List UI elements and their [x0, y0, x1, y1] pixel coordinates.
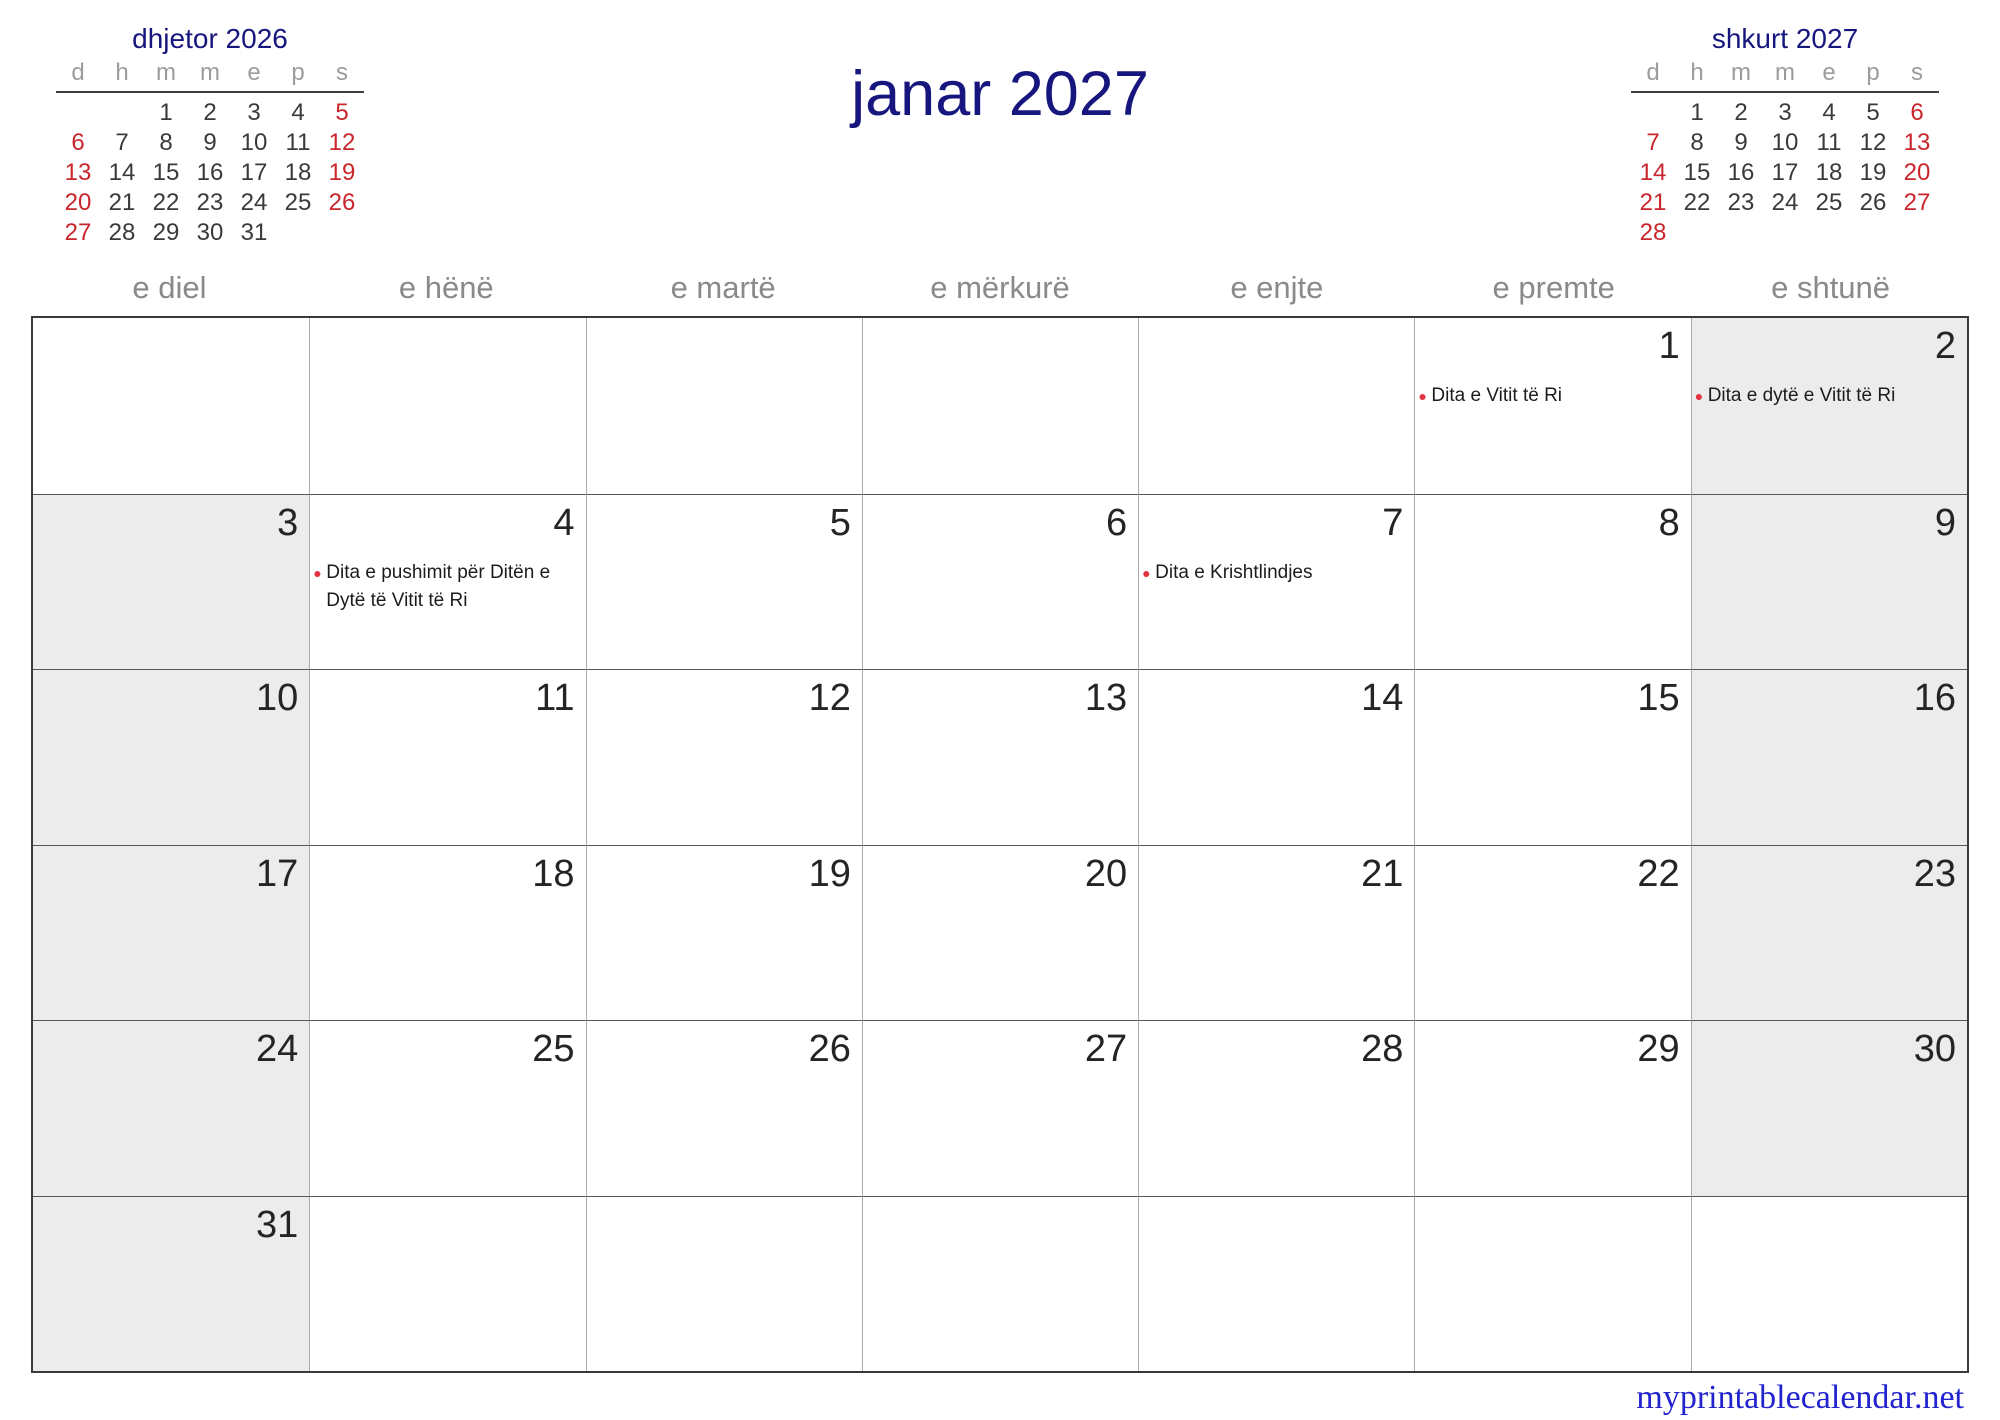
day-number: 28: [1361, 1028, 1404, 1070]
day-number: 31: [256, 1203, 299, 1246]
holiday-bullet-icon: ●: [1142, 564, 1151, 581]
day-cell-21: [1138, 845, 1414, 1021]
mini-weekday-letter: d: [1646, 59, 1660, 86]
mini-day: 13: [1903, 129, 1931, 156]
mini-day: 27: [1903, 189, 1931, 216]
mini-weekday-letter: d: [71, 59, 85, 86]
day-number: 5: [829, 501, 851, 544]
day-number: 24: [256, 1028, 299, 1070]
mini-day: 9: [1734, 129, 1748, 156]
day-cell-empty: [309, 1196, 585, 1372]
day-number: 21: [1361, 852, 1404, 895]
mini-day: 12: [328, 129, 356, 156]
mini-weekday-row: [1631, 58, 1939, 93]
day-cell-17: [33, 845, 309, 1021]
day-cell-26: [586, 1020, 862, 1196]
mini-day: 25: [1815, 189, 1843, 216]
day-number: 19: [808, 852, 851, 895]
mini-day-empty: [1675, 218, 1719, 248]
day-cell-30: [1691, 1020, 1967, 1196]
day-cell-7: [1138, 494, 1414, 670]
mini-weekday-letter: h: [115, 59, 129, 86]
weekday-header-friday: e premte: [1492, 270, 1615, 305]
mini-day: 10: [240, 129, 268, 156]
mini-day: 8: [1690, 129, 1704, 156]
mini-day: 22: [1683, 189, 1711, 216]
mini-day: 17: [240, 159, 268, 186]
day-number: 16: [1913, 677, 1956, 719]
mini-day: 28: [108, 219, 136, 246]
holiday-label: ● Dita e pushimit për Ditën e Dytë të Vitit të Ri: [310, 559, 585, 615]
weekday-header-thursday: e enjte: [1230, 270, 1324, 305]
mini-day: 18: [1815, 159, 1843, 186]
day-cell-empty: [862, 318, 1138, 494]
mini-weekday-letter: p: [291, 59, 305, 86]
mini-day: 19: [1859, 159, 1887, 186]
mini-day: 8: [159, 129, 173, 156]
mini-day: 26: [1859, 189, 1887, 216]
mini-day: 4: [291, 99, 305, 126]
mini-day: 19: [328, 159, 356, 186]
holiday-bullet-icon: ●: [1694, 388, 1704, 404]
day-number: 1: [1658, 325, 1680, 367]
mini-day: 11: [285, 129, 311, 156]
day-cell-15: [1414, 669, 1690, 845]
mini-day: 14: [108, 159, 136, 186]
day-number: 13: [1084, 677, 1128, 719]
mini-day: 23: [196, 189, 224, 216]
day-cell-10: [33, 669, 309, 845]
mini-day: 26: [328, 189, 356, 216]
mini-weekday-letter: m: [200, 59, 220, 86]
day-cell-24: [33, 1020, 309, 1196]
mini-cal-title: dhjetor 2026: [132, 23, 288, 54]
mini-day-empty: [1851, 218, 1895, 248]
day-cell-empty: [33, 318, 309, 494]
holiday-label: ● Dita e dytë e Vitit të Ri: [1692, 382, 1967, 410]
mini-cal-title: shkurt 2027: [1711, 23, 1859, 54]
day-number: 9: [1934, 501, 1956, 544]
mini-weekday-letter: h: [1690, 59, 1704, 86]
day-cell-empty: [1138, 318, 1414, 494]
mini-weekday-letter: s: [336, 59, 348, 86]
weekday-header-tuesday: e martë: [670, 270, 776, 305]
weekday-header-wednesday: e mërkurë: [930, 270, 1070, 305]
day-cell-23: [1691, 845, 1967, 1021]
holiday-bullet-icon: ●: [313, 564, 322, 581]
day-number: 4: [553, 501, 575, 544]
mini-day: 3: [247, 99, 261, 126]
mini-day: 25: [284, 189, 312, 216]
mini-day: 5: [335, 99, 349, 126]
day-cell-31: [33, 1196, 309, 1372]
day-number: 11: [535, 677, 575, 719]
mini-weekday-letter: m: [1731, 59, 1751, 86]
day-cell-2: [1691, 318, 1967, 494]
day-cell-25: [309, 1020, 585, 1196]
day-cell-13: [862, 669, 1138, 845]
mini-weekday-letter: m: [156, 59, 176, 86]
mini-day: 18: [284, 159, 312, 186]
day-number: 14: [1361, 677, 1404, 719]
day-number: 6: [1106, 501, 1128, 544]
day-cell-empty: [1691, 1196, 1967, 1372]
mini-day-empty: [1807, 218, 1851, 248]
day-cell-3: [33, 494, 309, 670]
day-cell-empty: [586, 1196, 862, 1372]
mini-day: 6: [71, 129, 85, 156]
day-number: 29: [1637, 1028, 1680, 1070]
day-cell-27: [862, 1020, 1138, 1196]
mini-day: 16: [196, 159, 224, 186]
mini-day-empty: [320, 218, 364, 248]
mini-day: 2: [203, 99, 217, 126]
mini-day-empty: [276, 218, 320, 248]
day-number: 18: [532, 852, 575, 895]
mini-weekday-letter: s: [1911, 59, 1923, 86]
mini-day: 13: [64, 159, 92, 186]
mini-weekday-letter: m: [1775, 59, 1795, 86]
day-cell-empty: [309, 318, 585, 494]
day-number: 17: [256, 852, 299, 895]
mini-day: 3: [1778, 99, 1792, 126]
mini-day: 21: [108, 189, 136, 216]
page-title: janar 2027: [851, 59, 1149, 129]
mini-day: 21: [1639, 189, 1667, 216]
day-cell-empty: [1138, 1196, 1414, 1372]
mini-day: 4: [1822, 99, 1836, 126]
weekday-header-saturday: e shtunë: [1771, 270, 1891, 305]
day-cell-11: [309, 669, 585, 845]
weekday-header-sunday: e diel: [132, 270, 207, 305]
day-number: 26: [808, 1028, 851, 1070]
day-cell-29: [1414, 1020, 1690, 1196]
day-cell-empty: [862, 1196, 1138, 1372]
mini-day: 15: [152, 159, 180, 186]
day-cell-1: [1414, 318, 1690, 494]
mini-day: 28: [1639, 219, 1667, 246]
month-grid: [31, 316, 1969, 1373]
mini-calendar-next-month: [1631, 22, 1939, 248]
day-number: 8: [1658, 501, 1680, 544]
day-number: 12: [808, 677, 851, 719]
day-number: 7: [1382, 501, 1404, 544]
day-cell-6: [862, 494, 1138, 670]
day-number: 3: [277, 501, 299, 544]
day-cell-8: [1414, 494, 1690, 670]
day-number: 22: [1637, 852, 1680, 895]
day-number: 27: [1084, 1028, 1128, 1070]
mini-day: 20: [64, 189, 92, 216]
mini-day: 29: [152, 219, 180, 246]
day-cell-20: [862, 845, 1138, 1021]
day-cell-9: [1691, 494, 1967, 670]
day-number: 30: [1913, 1028, 1956, 1070]
day-cell-12: [586, 669, 862, 845]
mini-day-empty: [1719, 218, 1763, 248]
mini-day: 12: [1859, 129, 1887, 156]
footer-site-link[interactable]: myprintablecalendar.net: [1636, 1379, 1964, 1416]
mini-day: 20: [1903, 159, 1931, 186]
mini-day: 23: [1727, 189, 1755, 216]
mini-day-empty: [1631, 98, 1675, 128]
mini-day-empty: [1895, 218, 1939, 248]
day-cell-14: [1138, 669, 1414, 845]
mini-day: 14: [1639, 159, 1667, 186]
mini-day: 15: [1683, 159, 1711, 186]
holiday-bullet-icon: ●: [1418, 388, 1427, 404]
mini-day-grid: [1631, 93, 1939, 248]
day-cell-5: [586, 494, 862, 670]
mini-day: 22: [152, 189, 180, 216]
day-number: 2: [1934, 325, 1956, 367]
mini-day: 24: [1771, 189, 1799, 216]
mini-day-empty: [1763, 218, 1807, 248]
day-number: 25: [532, 1028, 575, 1070]
mini-day: 11: [1816, 129, 1842, 156]
mini-day: 10: [1771, 129, 1799, 156]
mini-day: 9: [203, 129, 217, 156]
mini-day: 24: [240, 189, 268, 216]
weekday-header-monday: e hënë: [398, 270, 494, 305]
mini-day: 1: [159, 99, 173, 126]
mini-weekday-letter: e: [247, 59, 261, 86]
mini-day: 16: [1727, 159, 1755, 186]
mini-day: 2: [1734, 99, 1748, 126]
mini-calendar-prev-month: [56, 22, 364, 248]
mini-weekday-letter: p: [1866, 59, 1880, 86]
mini-day: 6: [1910, 99, 1924, 126]
mini-day: 7: [115, 129, 129, 156]
day-cell-28: [1138, 1020, 1414, 1196]
day-cell-16: [1691, 669, 1967, 845]
mini-day: 27: [64, 219, 92, 246]
weekday-header-row: [31, 268, 1969, 308]
day-number: 15: [1637, 677, 1680, 719]
day-cell-19: [586, 845, 862, 1021]
mini-day: 31: [240, 219, 268, 246]
day-cell-4: [309, 494, 585, 670]
day-number: 20: [1084, 852, 1128, 895]
day-cell-22: [1414, 845, 1690, 1021]
day-cell-empty: [586, 318, 862, 494]
mini-weekday-letter: e: [1822, 59, 1836, 86]
day-number: 10: [256, 677, 299, 719]
holiday-label: ● Dita e Krishtlindjes: [1139, 559, 1414, 587]
mini-day: 5: [1866, 99, 1880, 126]
day-cell-18: [309, 845, 585, 1021]
day-number: 23: [1913, 852, 1956, 895]
mini-day: 30: [196, 219, 224, 246]
day-cell-empty: [1414, 1196, 1690, 1372]
holiday-label: ● Dita e Vitit të Ri: [1415, 382, 1690, 410]
mini-day: 7: [1646, 129, 1660, 156]
mini-day: 1: [1690, 99, 1704, 126]
mini-day: 17: [1771, 159, 1799, 186]
